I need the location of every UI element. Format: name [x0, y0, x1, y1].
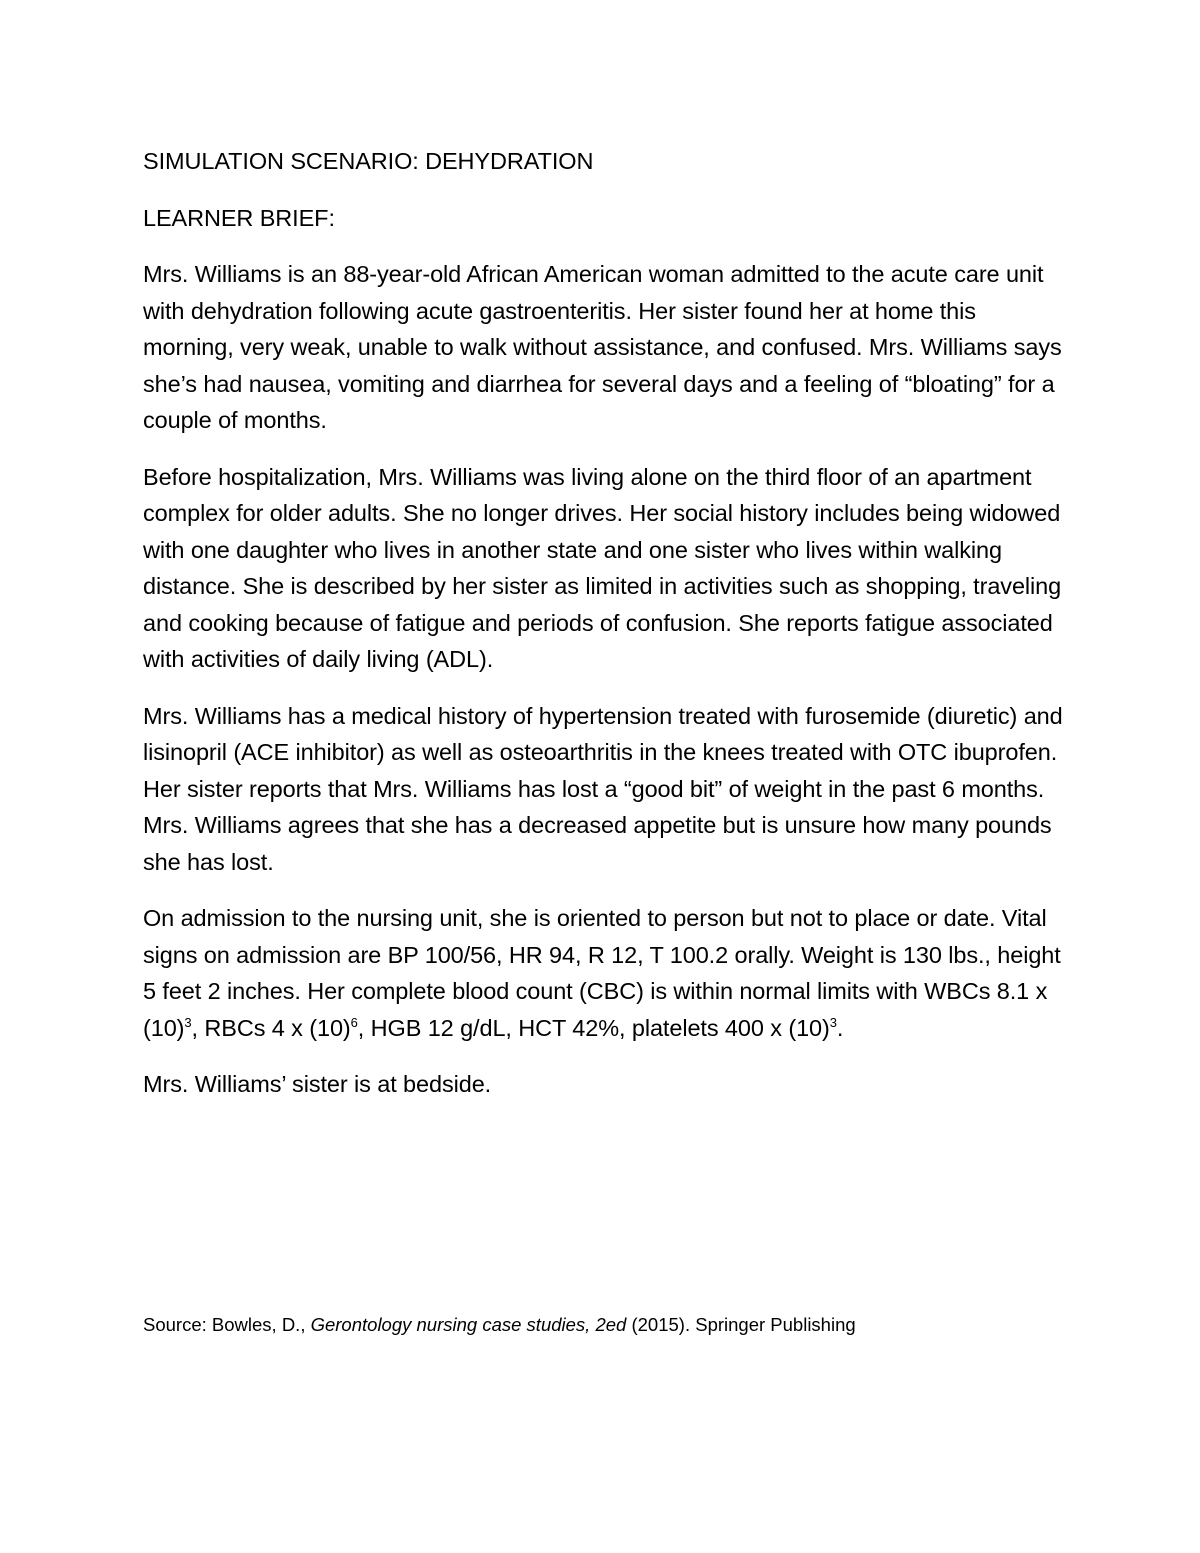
section-label: LEARNER BRIEF: [143, 204, 335, 231]
paragraph-presentation: Mrs. Williams is an 88-year-old African American woman admitted to the acute care unit with dehydration following acute gastroenteritis. Her sister found her at home this morning, very weak, unable to walk without assistance, and confused. Mrs. Williams says she’s had nausea, vomiting and diarrhea for several days and a feeling of “bloating” for a couple of months. [143, 261, 1062, 433]
superscript-wbc: 3 [184, 1014, 192, 1030]
admission-text-b: , RBCs 4 x (10) [191, 1014, 351, 1041]
superscript-platelets: 3 [829, 1014, 837, 1030]
admission-text-a: On admission to the nursing unit, she is oriented to person but not to place or date. Vital signs on admission are BP 100/56, HR 94, R 12, T 100.2 orally. Weight is 130 lbs., height 5 feet 2 inches. Her complete blood count (CBC) is within normal limits with WBCs 8.1 x (10) [143, 905, 1061, 1041]
paragraph-bedside: Mrs. Williams’ sister is at bedside. [143, 1071, 492, 1097]
source-prefix: Source: Bowles, D., [143, 1314, 311, 1335]
paragraph-social-history: Before hospitalization, Mrs. Williams was living alone on the third floor of an apartment complex for older adults. She no longer drives. Her social history includes being widowed with one daughter who lives in another state and one sister who lives within walking distance. She is described by her sister as limited in activities such as shopping, traveling and cooking because of fatigue and periods of confusion. She reports fatigue associated with activities of daily living (ADL). [143, 463, 1062, 672]
superscript-rbc: 6 [350, 1014, 358, 1030]
document-title: SIMULATION SCENARIO: DEHYDRATION [143, 148, 594, 174]
paragraph-admission-findings [143, 900, 1063, 1046]
source-citation [143, 1313, 856, 1337]
admission-text-c: , HGB 12 g/dL, HCT 42%, platelets 400 x (10) [357, 1014, 830, 1041]
admission-text-d: . [836, 1014, 844, 1041]
document-body [143, 143, 1063, 1123]
paragraph-medical-history: Mrs. Williams has a medical history of hypertension treated with furosemide (diuretic) and lisinopril (ACE inhibitor) as well as osteoarthritis in the knees treated with OTC ibuprofen. Her sister reports that Mrs. Williams has lost a “good bit” of weight in the past 6 months. Mrs. Williams agrees that she has a decreased appetite but is unsure how many pounds she has lost. [143, 702, 1063, 875]
source-suffix: (2015). Springer Publishing [626, 1314, 856, 1335]
source-book-title: Gerontology nursing case studies, 2ed [310, 1314, 627, 1335]
